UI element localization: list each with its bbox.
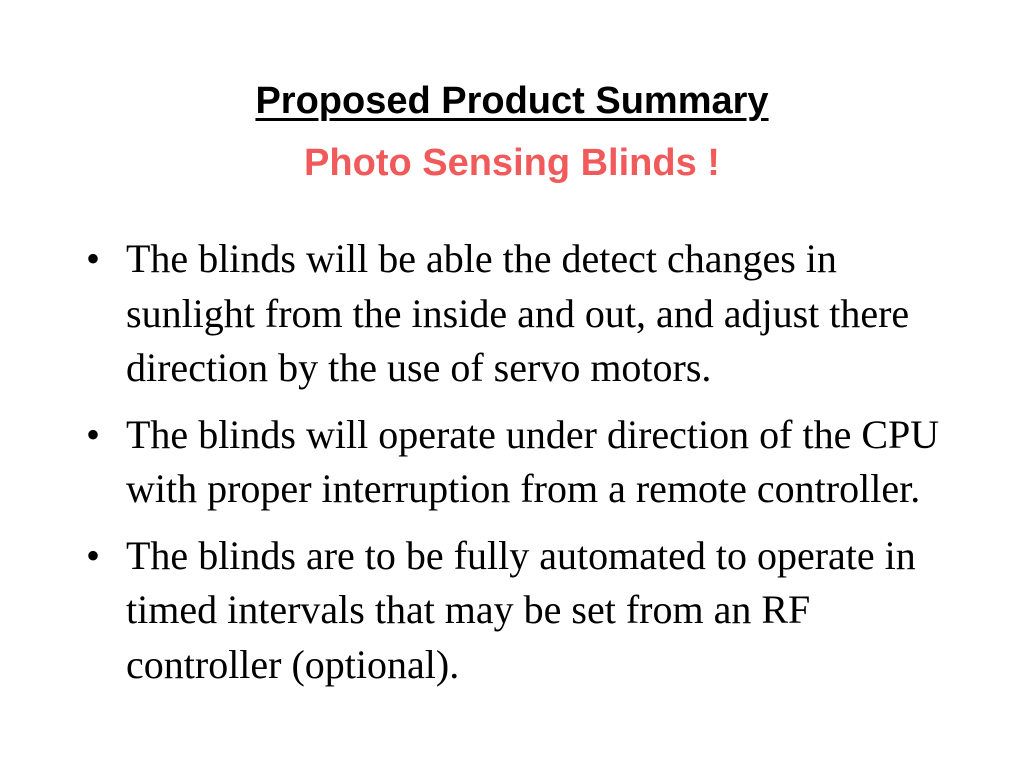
- bullet-text: The blinds will operate under direction of the CPU with proper interruption from a remote controller.: [126, 411, 940, 511]
- bullet-icon: •: [86, 532, 101, 578]
- bullet-item: [84, 408, 964, 517]
- bullet-item: [84, 529, 964, 693]
- bullet-icon: •: [86, 236, 101, 281]
- slide-subtitle: Photo Sensing Blinds !: [304, 142, 720, 184]
- bullet-icon: •: [86, 411, 101, 457]
- bullet-text: The blinds will be able the detect changes in sunlight from the inside and out, and adjust there direction by the use of servo motors.: [126, 236, 910, 390]
- slide-title: Proposed Product Summary: [255, 80, 769, 122]
- bullet-item: [84, 232, 964, 396]
- bullet-text: The blinds are to be fully automated to operate in timed intervals that may be set from an RF controller (optional).: [126, 532, 916, 687]
- bullet-list: [84, 232, 964, 704]
